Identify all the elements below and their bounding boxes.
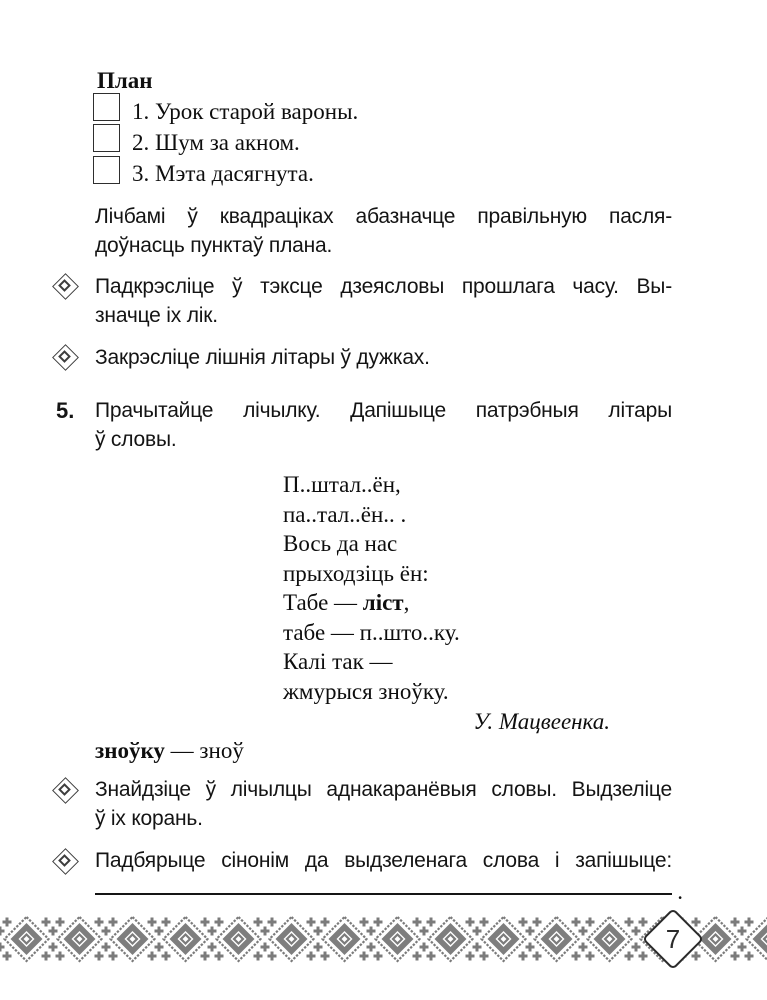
poem-line-5 [283,588,610,618]
vocab-note-word: зноўку [95,738,165,763]
poem-line-3: Вось да нас [283,531,398,556]
plan-item-3: 3. Мэта дасягнута. [132,161,314,186]
plan-checkbox-1[interactable] [93,93,120,121]
plan-heading: План [97,68,153,93]
instruction-paragraph [95,202,672,260]
exercise-5 [95,396,672,454]
instruction-line-1: Лічбамі ў квадраціках абазначце правільную пасля- [95,205,672,228]
task-diamond-icon [52,273,76,297]
task-1-line-1: Падкрэсліце ў тэксце дзеясловы прошлага часу. Вы- [95,275,672,298]
poem-line-8: жмурыся зноўку. [283,678,449,704]
plan-checkbox-3[interactable] [93,156,120,184]
poem-line-5-bold-word: ліст [362,590,404,615]
task-1-line-2: значце іх лік. [95,304,218,327]
instruction-line-2: доўнасць пунктаў плана. [95,234,333,257]
task-4-line-1: Падбярыце сінонім да выдзеленага слова і запішыце: [95,849,672,872]
poem-line-1: П..штал..ён, [283,472,401,497]
poem [283,470,610,737]
exercise-number: 5. [56,398,75,423]
poem-line-6: табе — п..што..ку. [283,619,460,645]
task-diamond-icon [52,848,76,872]
plan-checkbox-2[interactable] [93,124,120,152]
poem-author: У. Мацвеенка. [473,709,610,734]
exercise-line-2: ў словы. [95,428,177,451]
poem-line-2: па..тал..ён.. . [283,501,407,527]
poem-line-7: Калі так — [283,649,393,674]
write-line-period: . [677,879,683,904]
page-number: 7 [665,923,681,954]
task-2-line-1: Закрэсліце лішнія літары ў дужках. [95,346,430,369]
task-diamond-icon [52,344,76,368]
exercise-line-1: Прачытайце лічылку. Дапішыце патрэбныя літары [95,399,672,422]
task-2 [95,343,672,372]
task-diamond-icon [52,777,76,801]
task-3 [95,775,672,833]
poem-line-5-suffix: , [403,590,410,615]
poem-line-5-prefix: Табе — [283,590,363,615]
plan-item-1: 1. Урок старой вароны. [132,99,359,124]
task-1 [95,272,672,330]
vocab-note-gloss: — зноў [164,738,244,763]
vocab-note [95,738,244,764]
task-3-line-2: ў іх корань. [95,807,203,830]
plan-item-2: 2. Шум за акном. [132,130,300,155]
answer-write-line[interactable] [95,879,683,904]
task-3-line-1: Знайдзіце ў лічылцы аднакаранёвыя словы. Выдзеліце [95,778,672,801]
task-4 [95,846,672,875]
poem-line-4: прыходзіць ён: [283,560,429,586]
